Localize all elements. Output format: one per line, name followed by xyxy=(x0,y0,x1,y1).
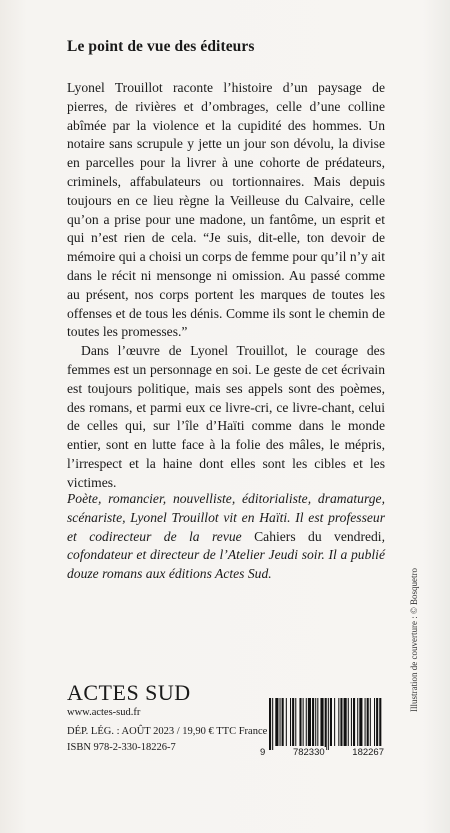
barcode-bar xyxy=(367,698,369,746)
barcode-bar xyxy=(328,698,329,750)
barcode-bar xyxy=(280,698,281,746)
barcode-bar xyxy=(275,698,278,746)
barcode-bar xyxy=(272,698,273,750)
barcode-bar xyxy=(312,698,314,746)
barcode-bar xyxy=(353,698,355,746)
publisher-url[interactable]: www.actes-sud.fr xyxy=(67,707,141,718)
barcode-bar xyxy=(317,698,318,746)
barcode-bar xyxy=(269,698,271,750)
bio-text: Poète, romancier, nouvelliste, éditorialiste, dramaturge, scénariste, Lyonel Trouillot vit en Haïti. Il est professeur et codirecteur de la revue xyxy=(67,491,385,544)
barcode-bar xyxy=(325,698,327,750)
barcode-digit-group: 182267 xyxy=(352,747,384,758)
barcode-digit-group: 9 xyxy=(260,747,266,758)
barcode-bar xyxy=(330,698,332,746)
barcode-bar xyxy=(338,698,339,746)
synopsis-paragraph: Lyonel Trouillot raconte l’histoire d’un paysage de pierres, de rivières et d’ombrages, celle d’une colline abîmée par la violence et la cupidité des hommes. Un notaire sans scrupule y jette un jour son dévolu, la divise en parcelles pour la livrer à une cohorte de prédateurs, criminels, affabulateurs ou tortionnaires. Mais depuis toujours en ce lieu règne la Veilleuse du Calvaire, celle qu’on a prise pour une madone, un fantôme, un esprit et qui n’est rien de cela. “Je suis, dit-elle, ton devoir de mémoire qui a choisi un corps de femme pour qu’il n’y ait dans le récit ni mensonge ni omission. Au passé comme au présent, nos corps portent les marques de toutes les offenses et de tous les dénis. Comme ils sont le chemin de toutes les promesses.” xyxy=(67,80,385,340)
barcode-bar xyxy=(306,698,307,746)
journal-title: Cahiers du vendredi xyxy=(254,528,382,544)
synopsis-paragraph: Dans l’œuvre de Lyonel Trouillot, le courage des femmes est un personnage en soi. Le geste de cet écrivain est toujours politique, mais ses appels sont des poèmes, des romans, et parmi eux ce livre-cri, ce livre-chant, celui de celles qui, sur l’île d’Haïti comme dans le monde entier, sont en lutte face à la folie des mâles, le mépris, l’irrespect et la haine dont elles sont les cibles et les victimes. xyxy=(67,343,385,490)
barcode-bar xyxy=(376,698,378,746)
publisher-logo: ACTES SUD xyxy=(67,680,191,705)
barcode-bar xyxy=(295,698,296,746)
barcode-bar xyxy=(340,698,342,746)
author-bio xyxy=(67,490,385,584)
barcode-bar xyxy=(370,698,371,746)
barcode-digits xyxy=(259,747,385,758)
barcode-bar xyxy=(320,698,323,746)
bio-text: , cofondateur et directeur de l’Atelier Jeudi soir. Il a publié douze romans aux éditions Actes Sud. xyxy=(67,528,385,582)
section-heading: Le point de vue des éditeurs xyxy=(67,38,255,55)
barcode-bar xyxy=(344,698,347,746)
barcode-bar xyxy=(379,698,381,746)
legal-deposit: DÉP. LÉG. : AOÛT 2023 / 19,90 € TTC France xyxy=(67,726,268,737)
barcode-bar xyxy=(286,698,287,746)
barcode-bar xyxy=(282,698,284,746)
barcode-bar xyxy=(334,698,335,746)
isbn: ISBN 978-2-330-18226-7 xyxy=(67,742,176,753)
synopsis xyxy=(67,79,385,493)
isbn-barcode xyxy=(259,698,385,760)
barcode-bar xyxy=(303,698,304,746)
barcode-bar xyxy=(357,698,358,746)
barcode-bar xyxy=(365,698,366,746)
barcode-bar xyxy=(290,698,291,746)
barcode-bar xyxy=(374,698,375,746)
barcode-bar xyxy=(348,698,349,746)
barcode-bars xyxy=(259,698,385,750)
barcode-bar xyxy=(351,698,352,746)
barcode-bar xyxy=(359,698,362,746)
barcode-bar xyxy=(292,698,294,746)
barcode-digit-group: 782330 xyxy=(292,747,325,758)
barcode-bar xyxy=(299,698,301,746)
illustration-credit: Illustration de couverture : © Bosquetro xyxy=(409,567,419,712)
barcode-bar xyxy=(315,698,316,746)
barcode-bar xyxy=(308,698,311,746)
